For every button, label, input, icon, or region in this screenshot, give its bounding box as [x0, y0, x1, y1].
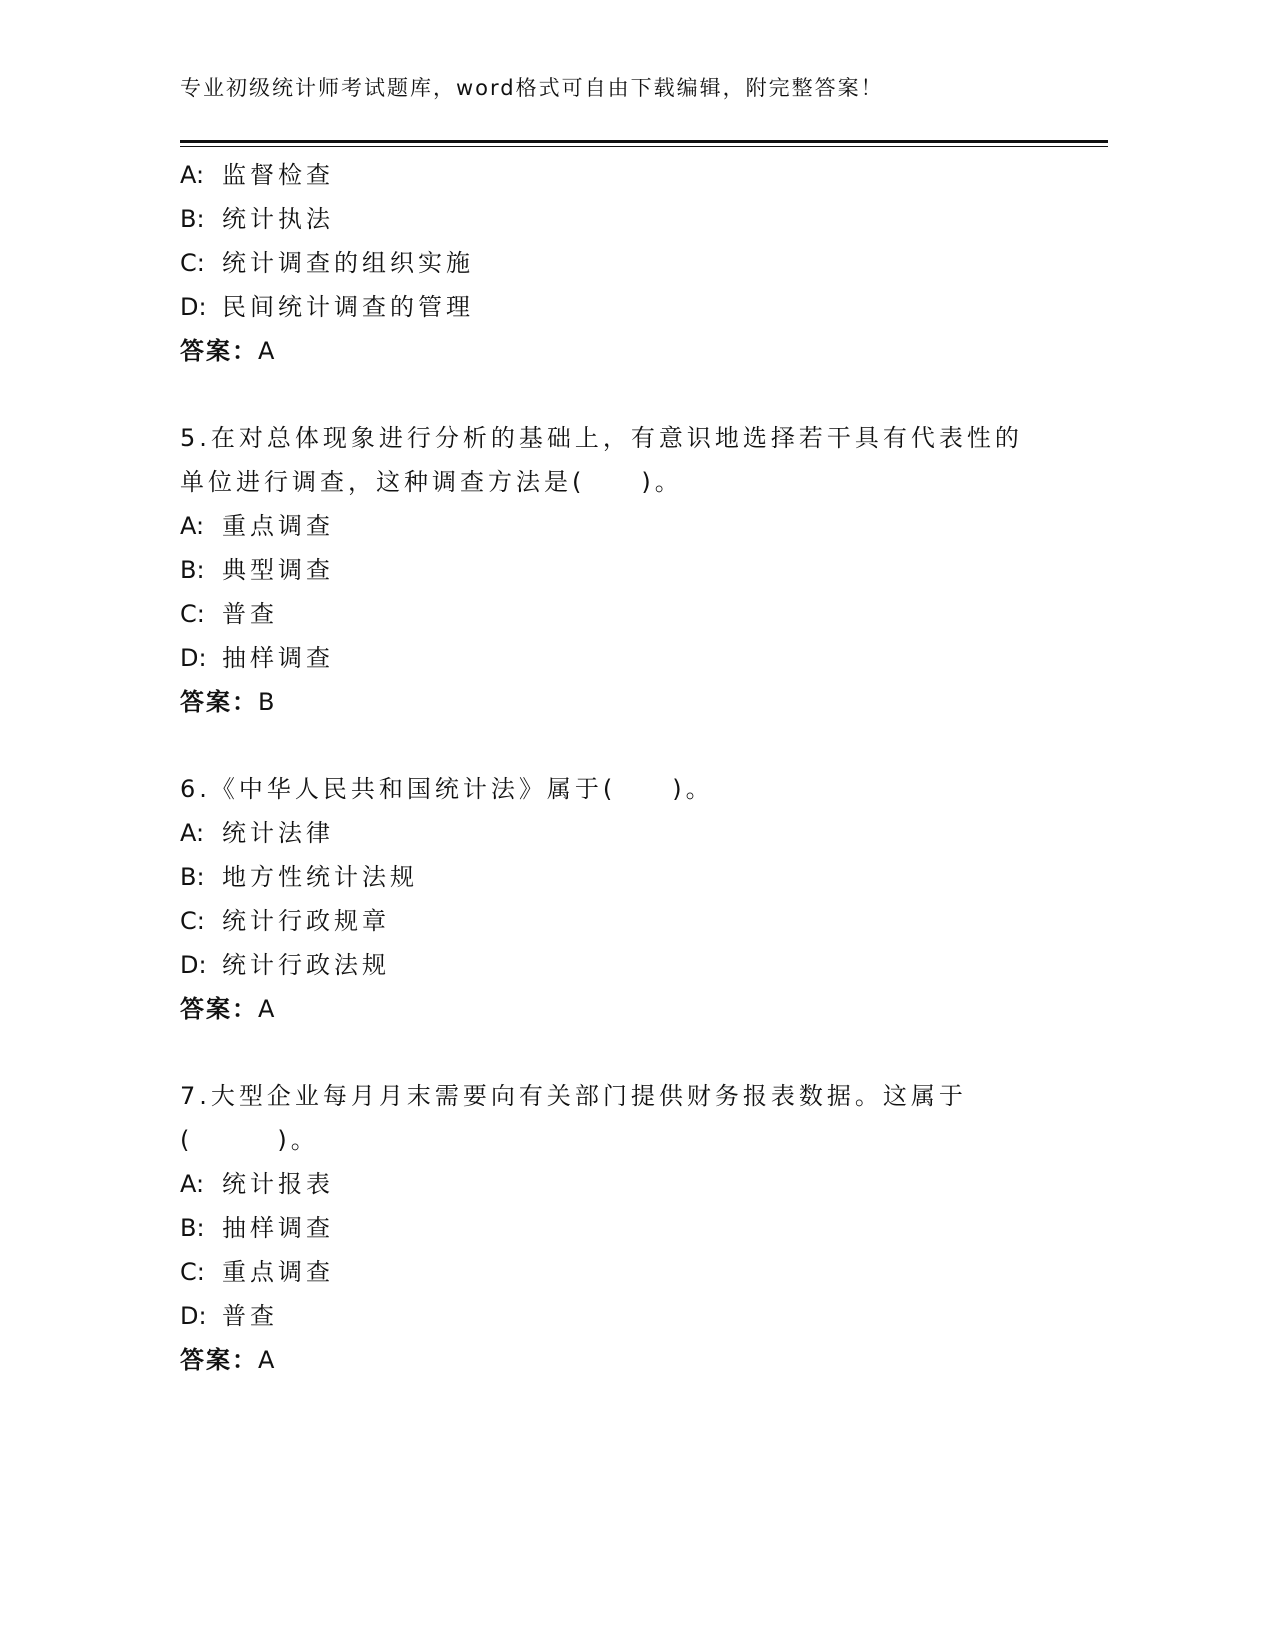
option-key: D: — [180, 1302, 207, 1330]
page-header: 专业初级统计师考试题库，word格式可自由下载编辑，附完整答案！ — [180, 76, 884, 100]
header-rule-thin — [180, 146, 1108, 147]
answer-line — [180, 329, 1110, 373]
option-a — [180, 153, 1110, 197]
option-key: C: — [180, 600, 205, 628]
spacer — [180, 373, 1110, 416]
option-text: 统计行政规章 — [222, 907, 390, 935]
option-a — [180, 811, 1110, 855]
option-text: 重点调查 — [222, 512, 334, 540]
answer-line — [180, 1338, 1110, 1382]
answer-value: A — [258, 995, 279, 1023]
option-b — [180, 1206, 1110, 1250]
option-key: D: — [180, 293, 207, 321]
spacer — [180, 724, 1110, 767]
option-text: 统计行政法规 — [222, 951, 390, 979]
option-key: D: — [180, 644, 207, 672]
option-text: 统计报表 — [222, 1170, 334, 1198]
option-key: B: — [180, 863, 205, 891]
option-c — [180, 241, 1110, 285]
answer-label: 答案： — [180, 688, 258, 716]
answer-label: 答案： — [180, 995, 258, 1023]
question-stem: ( )。 — [180, 1126, 319, 1154]
option-key: C: — [180, 1258, 205, 1286]
answer-value: A — [258, 337, 279, 365]
option-d — [180, 285, 1110, 329]
option-text: 地方性统计法规 — [222, 863, 418, 891]
answer-line — [180, 680, 1110, 724]
option-c — [180, 899, 1110, 943]
option-text: 重点调查 — [222, 1258, 334, 1286]
option-key: B: — [180, 205, 205, 233]
question-stem: 6.《中华人民共和国统计法》属于( )。 — [180, 775, 714, 803]
option-text: 抽样调查 — [222, 644, 334, 672]
option-text: 监督检查 — [222, 161, 334, 189]
question-list — [180, 153, 1110, 1382]
option-text: 统计执法 — [222, 205, 334, 233]
question-6 — [180, 767, 1110, 1031]
option-text: 统计法律 — [222, 819, 334, 847]
option-key: D: — [180, 951, 207, 979]
option-text: 统计调查的组织实施 — [222, 249, 474, 277]
header-rule-thick — [180, 140, 1108, 143]
question-stem: 7.大型企业每月月末需要向有关部门提供财务报表数据。这属于 — [180, 1082, 967, 1110]
option-d — [180, 1294, 1110, 1338]
answer-label: 答案： — [180, 1346, 258, 1374]
option-b — [180, 548, 1110, 592]
option-key: B: — [180, 556, 205, 584]
option-key: C: — [180, 249, 205, 277]
answer-value: B — [258, 688, 279, 716]
option-key: A: — [180, 819, 205, 847]
answer-label: 答案： — [180, 337, 258, 365]
option-text: 抽样调查 — [222, 1214, 334, 1242]
question-4-tail — [180, 153, 1110, 373]
answer-value: A — [258, 1346, 279, 1374]
answer-line — [180, 987, 1110, 1031]
option-c — [180, 1250, 1110, 1294]
option-key: A: — [180, 1170, 205, 1198]
option-text: 典型调查 — [222, 556, 334, 584]
question-5 — [180, 416, 1110, 724]
option-text: 普查 — [222, 1302, 278, 1330]
option-b — [180, 855, 1110, 899]
option-d — [180, 943, 1110, 987]
option-a — [180, 1162, 1110, 1206]
question-stem: 5.在对总体现象进行分析的基础上，有意识地选择若干具有代表性的 — [180, 424, 1023, 452]
option-a — [180, 504, 1110, 548]
option-text: 普查 — [222, 600, 278, 628]
option-key: B: — [180, 1214, 205, 1242]
option-key: C: — [180, 907, 205, 935]
question-stem: 单位进行调查，这种调查方法是( )。 — [180, 468, 683, 496]
option-c — [180, 592, 1110, 636]
question-7 — [180, 1074, 1110, 1382]
option-d — [180, 636, 1110, 680]
option-key: A: — [180, 161, 205, 189]
spacer — [180, 1031, 1110, 1074]
option-text: 民间统计调查的管理 — [222, 293, 474, 321]
option-key: A: — [180, 512, 205, 540]
option-b — [180, 197, 1110, 241]
